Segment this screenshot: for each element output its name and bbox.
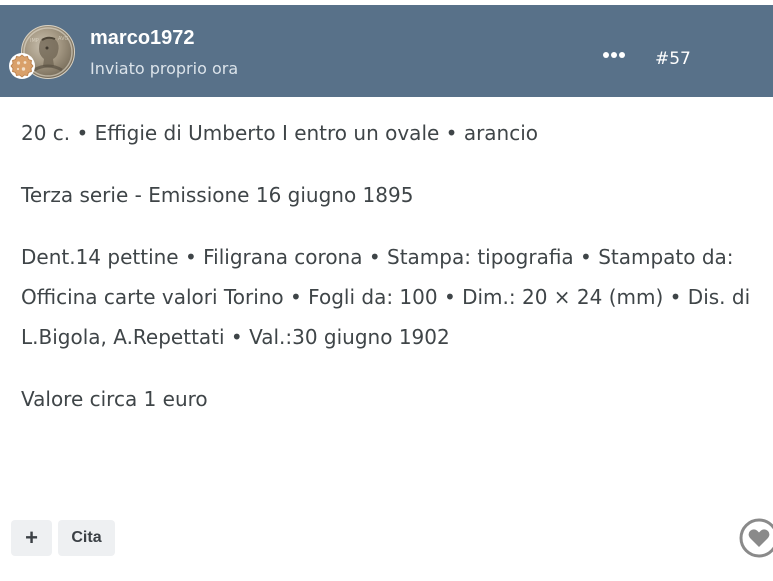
svg-text:AVG: AVG <box>58 36 69 42</box>
author-avatar-wrapper[interactable] <box>21 25 75 79</box>
post-timestamp: Inviato proprio ora <box>90 59 239 78</box>
more-options-icon[interactable] <box>603 52 625 60</box>
more-dot <box>603 52 609 58</box>
post-number-link[interactable]: #57 <box>655 49 691 69</box>
svg-text:IMP: IMP <box>30 38 39 44</box>
heart-icon[interactable] <box>739 518 773 558</box>
author-name[interactable]: marco1972 <box>90 27 195 49</box>
cookie-badge-icon <box>8 52 36 80</box>
post-paragraph: 20 c. • Effigie di Umberto I entro un ovale • arancio <box>21 121 539 145</box>
quote-button[interactable]: Cita <box>58 520 115 556</box>
post-paragraph: Dent.14 pettine • Filigrana corona • Stampa: tipografia • Stampato da: Officina carte valori Torino • Fogli da: 100 • Dim.: 20 × 24 (mm) • Dis. di L.Bigola, A.Repettati • Val.:30 giugno 1902 <box>21 245 751 349</box>
post-content <box>21 113 751 441</box>
multiquote-add-button[interactable]: + <box>11 520 52 556</box>
post-header <box>0 5 773 97</box>
more-dot <box>619 52 625 58</box>
more-dot <box>611 52 617 58</box>
post-paragraph: Terza serie - Emissione 16 giugno 1895 <box>21 183 414 207</box>
post-paragraph: Valore circa 1 euro <box>21 387 208 411</box>
